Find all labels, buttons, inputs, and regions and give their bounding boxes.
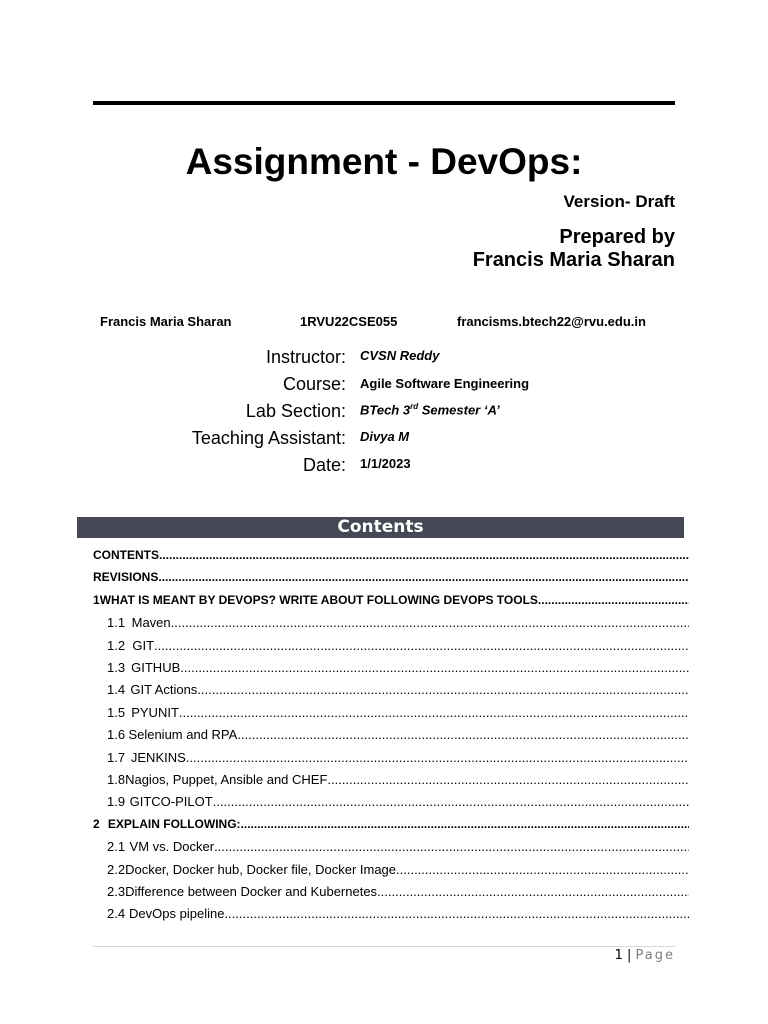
student-id: 1RVU22CSE055 — [300, 314, 398, 329]
toc-entry[interactable] — [93, 817, 689, 831]
toc-entry[interactable] — [93, 705, 689, 720]
page-word: Page — [635, 948, 675, 963]
toc-entry[interactable] — [93, 839, 689, 854]
toc-dot-leader — [197, 682, 689, 697]
toc-entry[interactable] — [93, 772, 689, 787]
toc-entry-title: JENKINS — [130, 749, 186, 765]
toc-entry[interactable] — [93, 682, 689, 697]
toc-entry-number: 1.1 — [107, 615, 126, 631]
toc-entry-title: GITHUB — [131, 660, 181, 675]
toc-entry-number: 1 — [93, 592, 100, 607]
teaching-assistant-value: Divya M — [360, 429, 410, 444]
toc-dot-leader — [396, 862, 689, 877]
toc-entry[interactable] — [93, 906, 689, 921]
toc-dot-leader — [377, 884, 689, 899]
toc-dot-leader — [159, 548, 689, 562]
document-title: Assignment - DevOps: — [185, 141, 583, 182]
toc-entry-number: 1.7 — [107, 749, 126, 765]
footer-divider — [93, 946, 675, 947]
toc-entry-number: 1.8 — [107, 772, 126, 787]
toc-entry[interactable] — [93, 862, 689, 877]
date-value: 1/1/2023 — [360, 456, 411, 471]
toc-entry-title: Maven — [131, 615, 171, 631]
toc-dot-leader — [237, 727, 689, 742]
toc-dot-leader — [186, 750, 689, 765]
toc-entry-number: 1.6 — [107, 727, 126, 743]
toc-entry-title: CONTENTS — [93, 548, 159, 562]
toc-dot-leader — [213, 794, 689, 809]
version-label: Version- Draft — [563, 192, 675, 211]
page-number: 1 — [614, 948, 623, 963]
toc-entry-title: Selenium and RPA — [128, 727, 238, 743]
contents-heading: Contents — [77, 517, 684, 538]
toc-entry[interactable] — [93, 884, 689, 899]
top-rule — [93, 101, 675, 105]
toc-entry-title: PYUNIT — [131, 704, 179, 720]
toc-entry-number: 1.9 — [107, 794, 126, 810]
page-footer — [615, 948, 675, 963]
lab-section-label: Lab Section: — [245, 401, 346, 421]
lab-section-value: BTech 3rd Semester ‘A’ — [360, 402, 500, 418]
date-label: Date: — [302, 455, 346, 475]
toc-entry-title: GIT — [132, 637, 155, 653]
instructor-value: CVSN Reddy — [360, 348, 440, 363]
toc-dot-leader — [538, 593, 689, 607]
student-email: francisms.btech22@rvu.edu.in — [457, 314, 646, 329]
toc-dot-leader — [241, 817, 689, 831]
student-name: Francis Maria Sharan — [100, 314, 232, 329]
toc-dot-leader — [180, 660, 689, 675]
toc-entry-title: EXPLAIN FOLLOWING: — [107, 816, 241, 831]
course-value: Agile Software Engineering — [360, 376, 530, 391]
toc-entry[interactable] — [93, 593, 689, 607]
toc-entry[interactable] — [93, 750, 689, 765]
course-label: Course: — [282, 374, 346, 394]
instructor-label: Instructor: — [265, 347, 346, 367]
author-name: Francis Maria Sharan — [472, 249, 675, 271]
toc-entry-title: Difference between Docker and Kubernetes — [125, 884, 378, 899]
toc-entry-number: 2.2 — [107, 861, 126, 877]
toc-dot-leader — [154, 638, 689, 653]
toc-entry[interactable] — [93, 615, 689, 630]
toc-entry-number: 2.4 — [107, 906, 126, 922]
toc-dot-leader — [224, 906, 689, 921]
toc-entry-title: GITCO-PILOT — [129, 794, 213, 810]
toc-entry[interactable] — [93, 548, 689, 562]
teaching-assistant-label: Teaching Assistant: — [191, 428, 346, 448]
toc-entry[interactable] — [93, 570, 689, 584]
toc-entry-title: VM vs. Docker — [129, 839, 215, 855]
toc-dot-leader — [158, 570, 689, 584]
footer-separator: | — [626, 948, 632, 963]
toc-dot-leader — [327, 772, 689, 787]
toc-entry-number: 1.3 — [107, 660, 126, 675]
toc-entry-title: GIT Actions — [130, 682, 198, 698]
prepared-by-label: Prepared by — [559, 226, 675, 248]
toc-entry-number: 2.1 — [107, 839, 126, 855]
toc-entry-title: Nagios, Puppet, Ansible and CHEF — [125, 772, 328, 787]
toc-dot-leader — [179, 705, 689, 720]
toc-dot-leader — [171, 615, 689, 630]
toc-entry-number: 1.4 — [107, 682, 126, 698]
toc-entry-number: 2.3 — [107, 884, 126, 899]
toc-entry-title: Docker, Docker hub, Docker file, Docker Image — [125, 861, 397, 877]
toc-entry-number: 1.2 — [107, 637, 126, 653]
toc-dot-leader — [214, 839, 689, 854]
toc-entry-title: WHAT IS MEANT BY DEVOPS? WRITE ABOUT FOLLOWING DEVOPS TOOLS — [99, 592, 538, 607]
toc-entry[interactable] — [93, 727, 689, 742]
toc-entry[interactable] — [93, 660, 689, 675]
toc-entry[interactable] — [93, 638, 689, 653]
toc-entry[interactable] — [93, 794, 689, 809]
toc-entry-title: DevOps pipeline — [129, 906, 225, 922]
toc-entry-number: 1.5 — [107, 704, 126, 720]
toc-entry-number: 2 — [93, 816, 100, 831]
toc-entry-title: REVISIONS — [93, 570, 159, 585]
